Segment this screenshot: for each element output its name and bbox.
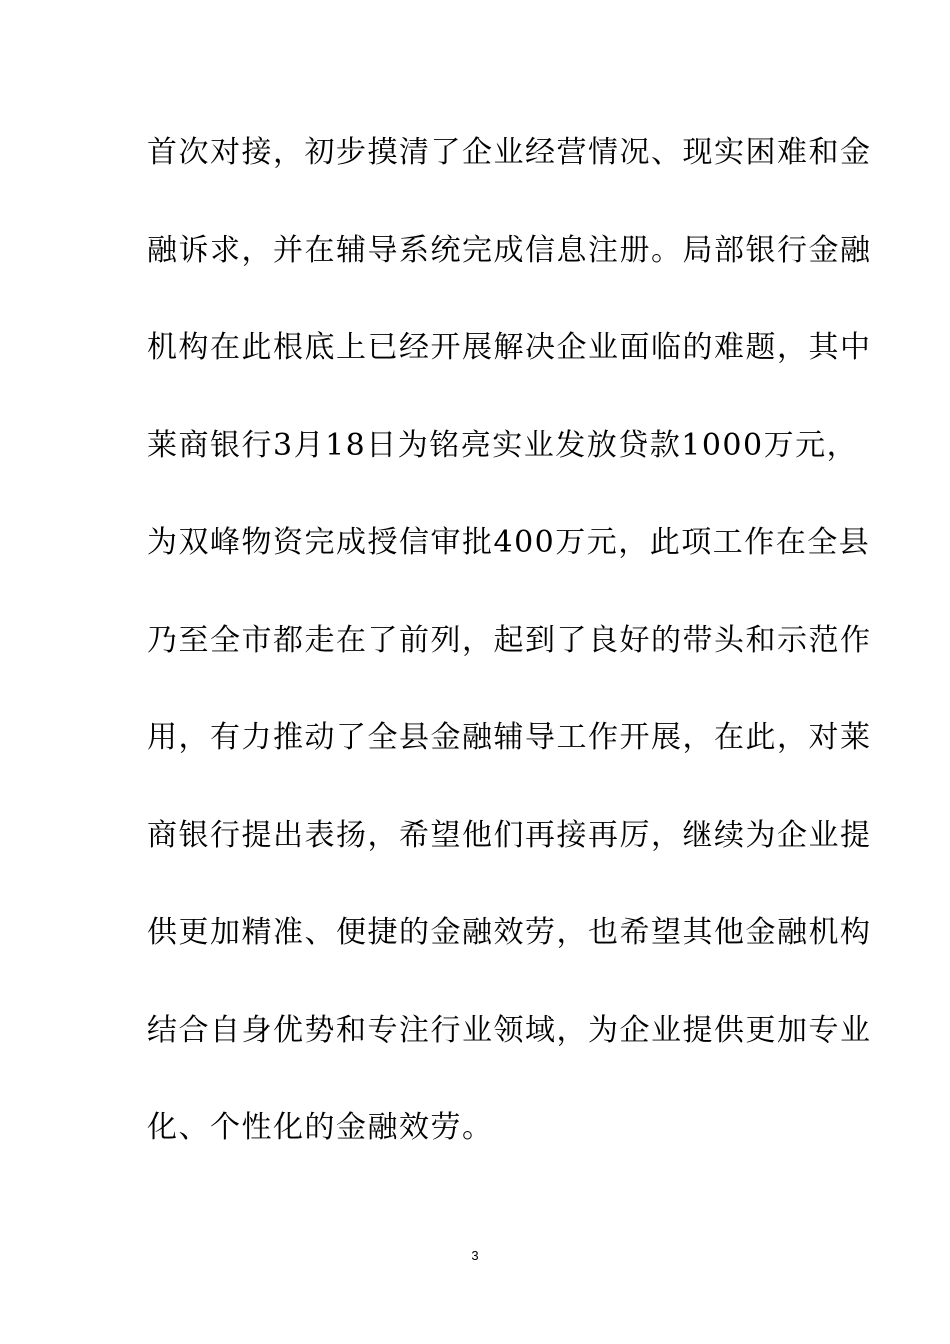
text-line: 结合自身优势和专注行业领域，为企业提供更加专业 [147,1012,872,1048]
text-line: 乃至全市都走在了前列，起到了良好的带头和示范作 [147,622,872,658]
text-line: 商银行提出表扬，希望他们再接再厉，继续为企业提 [147,817,872,853]
text-line: 化、个性化的金融效劳。 [147,1110,494,1145]
text-line: 机构在此根底上已经开展解决企业面临的难题，其中 [147,330,872,365]
text-line: 融诉求，并在辅导系统完成信息注册。局部银行金融 [147,232,872,268]
text-line: 为双峰物资完成授信审批400万元，此项工作在全县 [147,525,871,560]
text-line: 用，有力推动了全县金融辅导工作开展，在此，对莱 [147,720,872,755]
page-number: 3 [471,1248,479,1263]
text-line: 首次对接，初步摸清了企业经营情况、现实困难和金 [147,135,872,170]
body-paragraph [147,126,872,1199]
text-line: 莱商银行3月18日为铭亮实业发放贷款1000万元， [147,427,859,463]
text-line: 供更加精准、便捷的金融效劳，也希望其他金融机构 [147,915,872,950]
